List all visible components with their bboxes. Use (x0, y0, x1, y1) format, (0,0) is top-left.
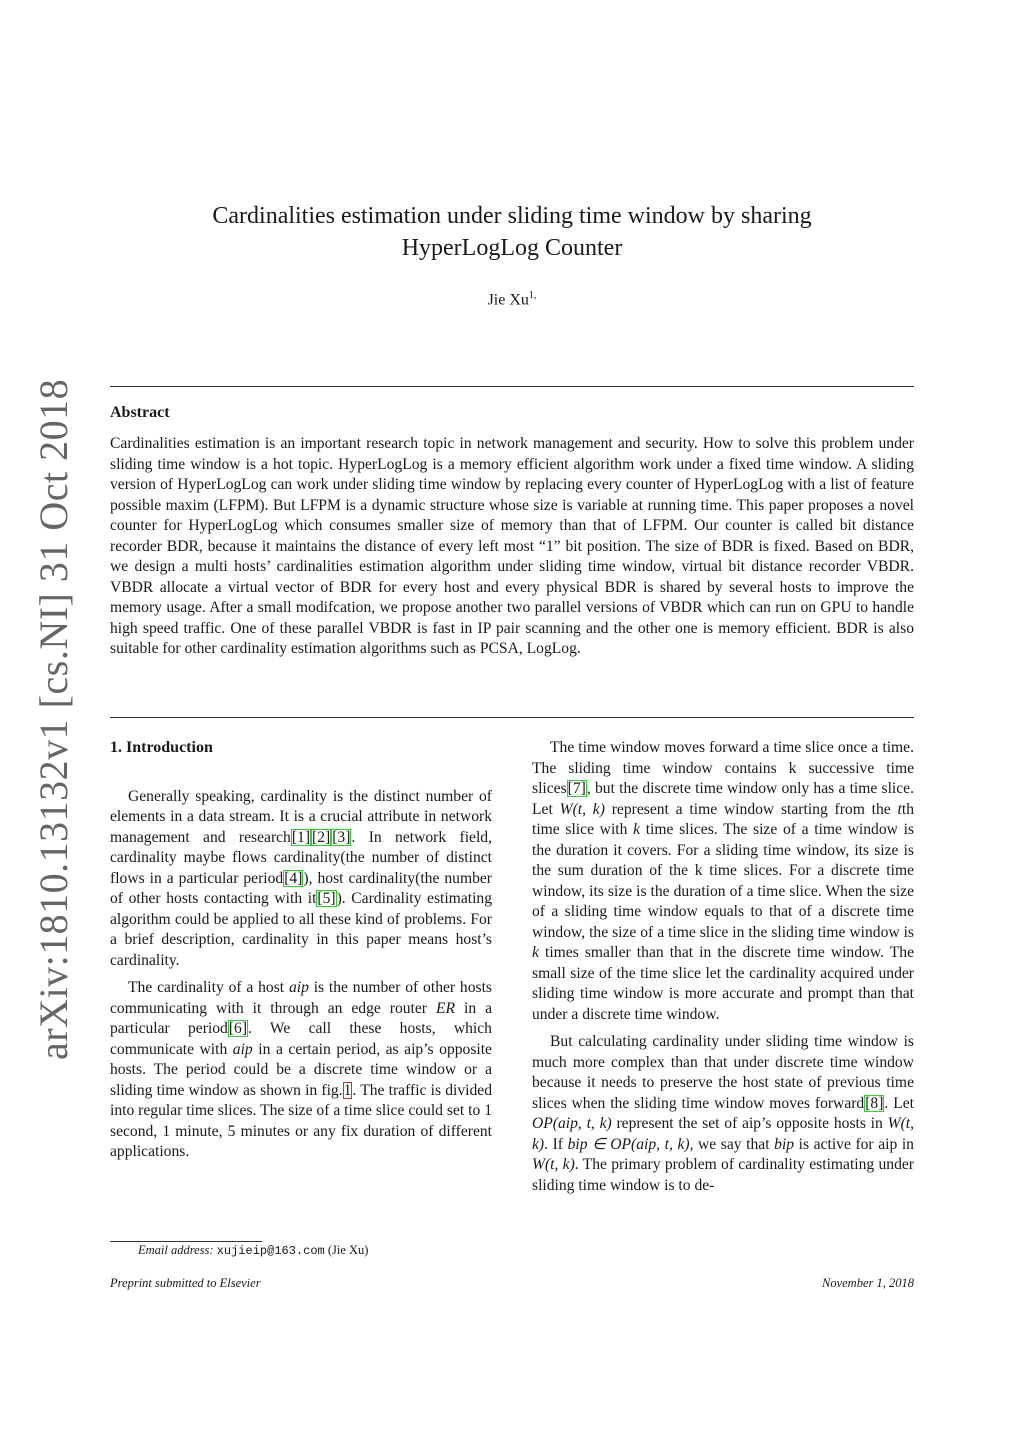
citation-link[interactable]: [6] (228, 1020, 248, 1037)
citation-link[interactable]: [2] (312, 828, 331, 846)
footnote-rule (110, 1241, 262, 1242)
abstract-text: Cardinalities estimation is an important research topic in network management and security. How to solve this problem under sliding time window is a hot topic. HyperLogLog is a memory efficient algorithm work under a fixed time window. A sliding version of HyperLogLog can work under sliding time window by replacing every counter of HyperLogLog with a list of feature possible maxim (LFPM). But LFPM is a dynamic structure whose size is variable at running time. This paper proposes a novel counter for HyperLogLog which consumes smaller size of memory than that of LFPM. Our counter is called bit distance recorder BDR, because it maintains the distance of every left most “1” bit position. The size of BDR is fixed. Based on BDR, we design a multi hosts’ cardinalities estimation algorithm under sliding time window, virtual bit distance recorder VBDR. VBDR allocate a virtual vector of BDR for every host and every physical BDR is shared by several hosts to improve the memory usage. After a small modifcation, we propose another two parallel versions of VBDR which can run on GPU to handle high speed traffic. One of these parallel VBDR is fast in IP pair scanning and the other one is memory efficient. BDR is also suitable for other cardinality estimation algorithms such as PCSA, LogLog. (110, 435, 914, 657)
footnote-email (138, 1243, 368, 1258)
intro-paragraph-4: But calculating cardinality under sliding time window is much more complex than that under discrete time window because it needs to preserve the host state of previous time slices when the sliding time window moves forward[8]. Let OP(aip, t, k) represent the set of aip’s opposite hosts in W(t, k). If bip ∈ OP(aip, t, k), we say that bip is active for aip in W(t, k). The primary problem of cardinality estimating under sliding time window is to de- (532, 1033, 914, 1194)
intro-paragraph-3: The time window moves forward a time slice once a time. The sliding time window contains k successive time slices[7], but the discrete time window only has a time slice. Let W(t, k) represent a time window starting from the tth time slice with k time slices. The size of a time window is the duration it covers. For a sliding time window, its size is the sum duration of the k time slices. For a discrete time window, its size is the duration of a time slice. When the size of a sliding time window equals to that of a discrete time window, the size of a time slice in the sliding time window is k times smaller than that in the discrete time window. The small size of the time slice let the cardinality acquired under sliding time window is more accurate and prompt than that under a discrete time window. (532, 739, 914, 1023)
citation-link[interactable]: [4] (284, 869, 303, 887)
abstract-top-rule (110, 386, 914, 387)
footer-preprint-note: Preprint submitted to Elsevier (110, 1276, 261, 1290)
right-column (532, 738, 914, 1196)
email-owner: (Jie Xu) (327, 1243, 369, 1257)
figure-link[interactable]: 1 (343, 1081, 352, 1099)
citation-link[interactable]: [7] (567, 780, 586, 797)
citation-link[interactable]: [1] (291, 828, 311, 846)
intro-paragraph-1: Generally speaking, cardinality is the distinct number of elements in a data stream. It is a crucial attribute in network management and research[1] [2] [3]. In network field, cardinality maybe flows cardinality(the number of distinct flows in a particular period[4]), host cardinality(the number of other hosts contacting with it[5]). Cardinality estimating algorithm could be applied to all these kind of problems. For a brief description, cardinality in this paper means host’s cardinality. (110, 787, 492, 969)
email-address[interactable]: xujieip@163.com (216, 1244, 325, 1258)
author-name: Jie Xu (487, 291, 529, 309)
author (110, 290, 914, 309)
email-label: Email address: (138, 1243, 214, 1257)
section-heading-introduction: 1. Introduction (110, 739, 213, 756)
affiliation-mark: 1, (528, 290, 537, 301)
footer-date: November 1, 2018 (822, 1276, 914, 1290)
intro-paragraph-2: The cardinality of a host aip is the number of other hosts communicating with it through an edge router ER in a particular period[6]. We call these hosts, which communicate with aip in a certain period, as aip’s opposite hosts. The period could be a discrete time window or a sliding time window as shown in fig.1. The traffic is divided into regular time slices. The size of a time slice could set to 1 second, 1 minute, 5 minutes or any fix duration of different applications. (110, 979, 492, 1160)
citation-link[interactable]: [3] (332, 828, 351, 846)
title-line-2: HyperLogLog Counter (401, 235, 623, 261)
arxiv-identifier[interactable]: arXiv:1810.13132v1 [cs.NI] 31 Oct 2018 (31, 378, 76, 1060)
title-line-1: Cardinalities estimation under sliding time window by sharing (212, 203, 812, 229)
paper-title (110, 200, 914, 264)
citation-link[interactable]: [8] (865, 1094, 884, 1112)
abstract-heading: Abstract (110, 404, 170, 421)
abstract-bottom-rule (110, 717, 914, 718)
left-column (110, 738, 492, 1163)
citation-link[interactable]: [5] (317, 890, 336, 907)
